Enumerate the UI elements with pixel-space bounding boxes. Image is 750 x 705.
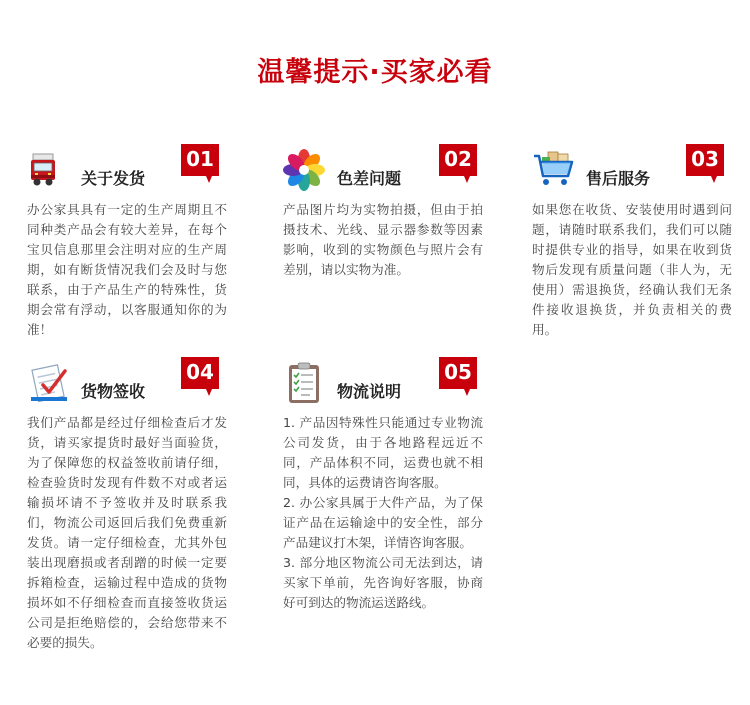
card-paragraph: 我们产品都是经过仔细检查后才发货，请买家提货时最好当面验货，为了保障您的权益签收前请仔细，检查验货时发现有件数不对或者运输损坏请不予签收并及时联系我们，物流公司返回后我们免费重新发货。请一定仔细检查，尤其外包装出现磨损或者刮蹭的时候一定要拆箱检查，运输过程中造成的货物损坏如不仔细检查而直接签收货运公司是拒绝赔偿的，会给您带来不必要的损失。 — [27, 415, 227, 650]
card-paragraph: 产品图片均为实物拍摄，但由于拍摄技术、光线、显示器参数等因素影响，收到的实物颜色与照片会有差别，请以实物为准。 — [283, 202, 483, 277]
card-color-difference — [283, 148, 483, 280]
card-after-sales — [532, 148, 732, 340]
number-badge: 01 — [181, 144, 219, 184]
card-paragraph: 办公家具具有一定的生产周期且不同种类产品会有较大差异，在每个宝贝信息那里会注明对应的生产周期，如有断货情况我们会及时与您联系，由于产品生产的特殊性，货期会常有浮动，以客服通知你的为准！ — [27, 202, 227, 337]
color-wheel-icon — [283, 148, 327, 192]
card-paragraph: 1. 产品因特殊性只能通过专业物流公司发货，由于各地路程远近不同，产品体积不同，运费也就不相同，具体的运费请咨询客服。 — [283, 415, 483, 490]
number-badge: 02 — [439, 144, 477, 184]
card-body — [283, 413, 483, 613]
card-header — [283, 361, 483, 409]
card-body — [27, 200, 227, 340]
number-badge: 03 — [686, 144, 724, 184]
card-logistics — [283, 361, 483, 613]
delivery-truck-icon — [27, 148, 71, 192]
number-badge: 04 — [181, 357, 219, 397]
card-paragraph: 如果您在收货、安装使用时遇到问题，请随时联系我们，我们可以随时提供专业的指导，如果在收到货物后发现有质量问题（非人为，无使用）需退换货，经确认我们无条件接收退换货，并负责相关的费用。 — [532, 202, 732, 337]
card-header — [532, 148, 732, 196]
card-body — [27, 413, 227, 653]
number-badge: 05 — [439, 357, 477, 397]
card-header — [27, 361, 227, 409]
card-body — [532, 200, 732, 340]
card-title: 色差问题 — [337, 169, 402, 188]
card-body — [283, 200, 483, 280]
card-title: 关于发货 — [81, 169, 146, 188]
checklist-icon — [27, 361, 71, 405]
page-title: 温馨提示·买家必看 — [257, 57, 493, 88]
shopping-cart-icon — [532, 148, 576, 192]
card-receipt-inspection — [27, 361, 227, 653]
clipboard-icon — [283, 361, 327, 405]
card-title: 售后服务 — [586, 169, 651, 188]
card-header — [27, 148, 227, 196]
card-paragraph: 3. 部分地区物流公司无法到达，请买家下单前，先咨询好客服，协商好可到达的物流运送路线。 — [283, 555, 483, 610]
card-header — [283, 148, 483, 196]
card-title: 物流说明 — [337, 382, 402, 401]
card-shipping — [27, 148, 227, 340]
card-paragraph: 2. 办公家具属于大件产品，为了保证产品在运输途中的安全性，部分产品建议打木架，详情咨询客服。 — [283, 495, 483, 550]
card-title: 货物签收 — [81, 382, 146, 401]
